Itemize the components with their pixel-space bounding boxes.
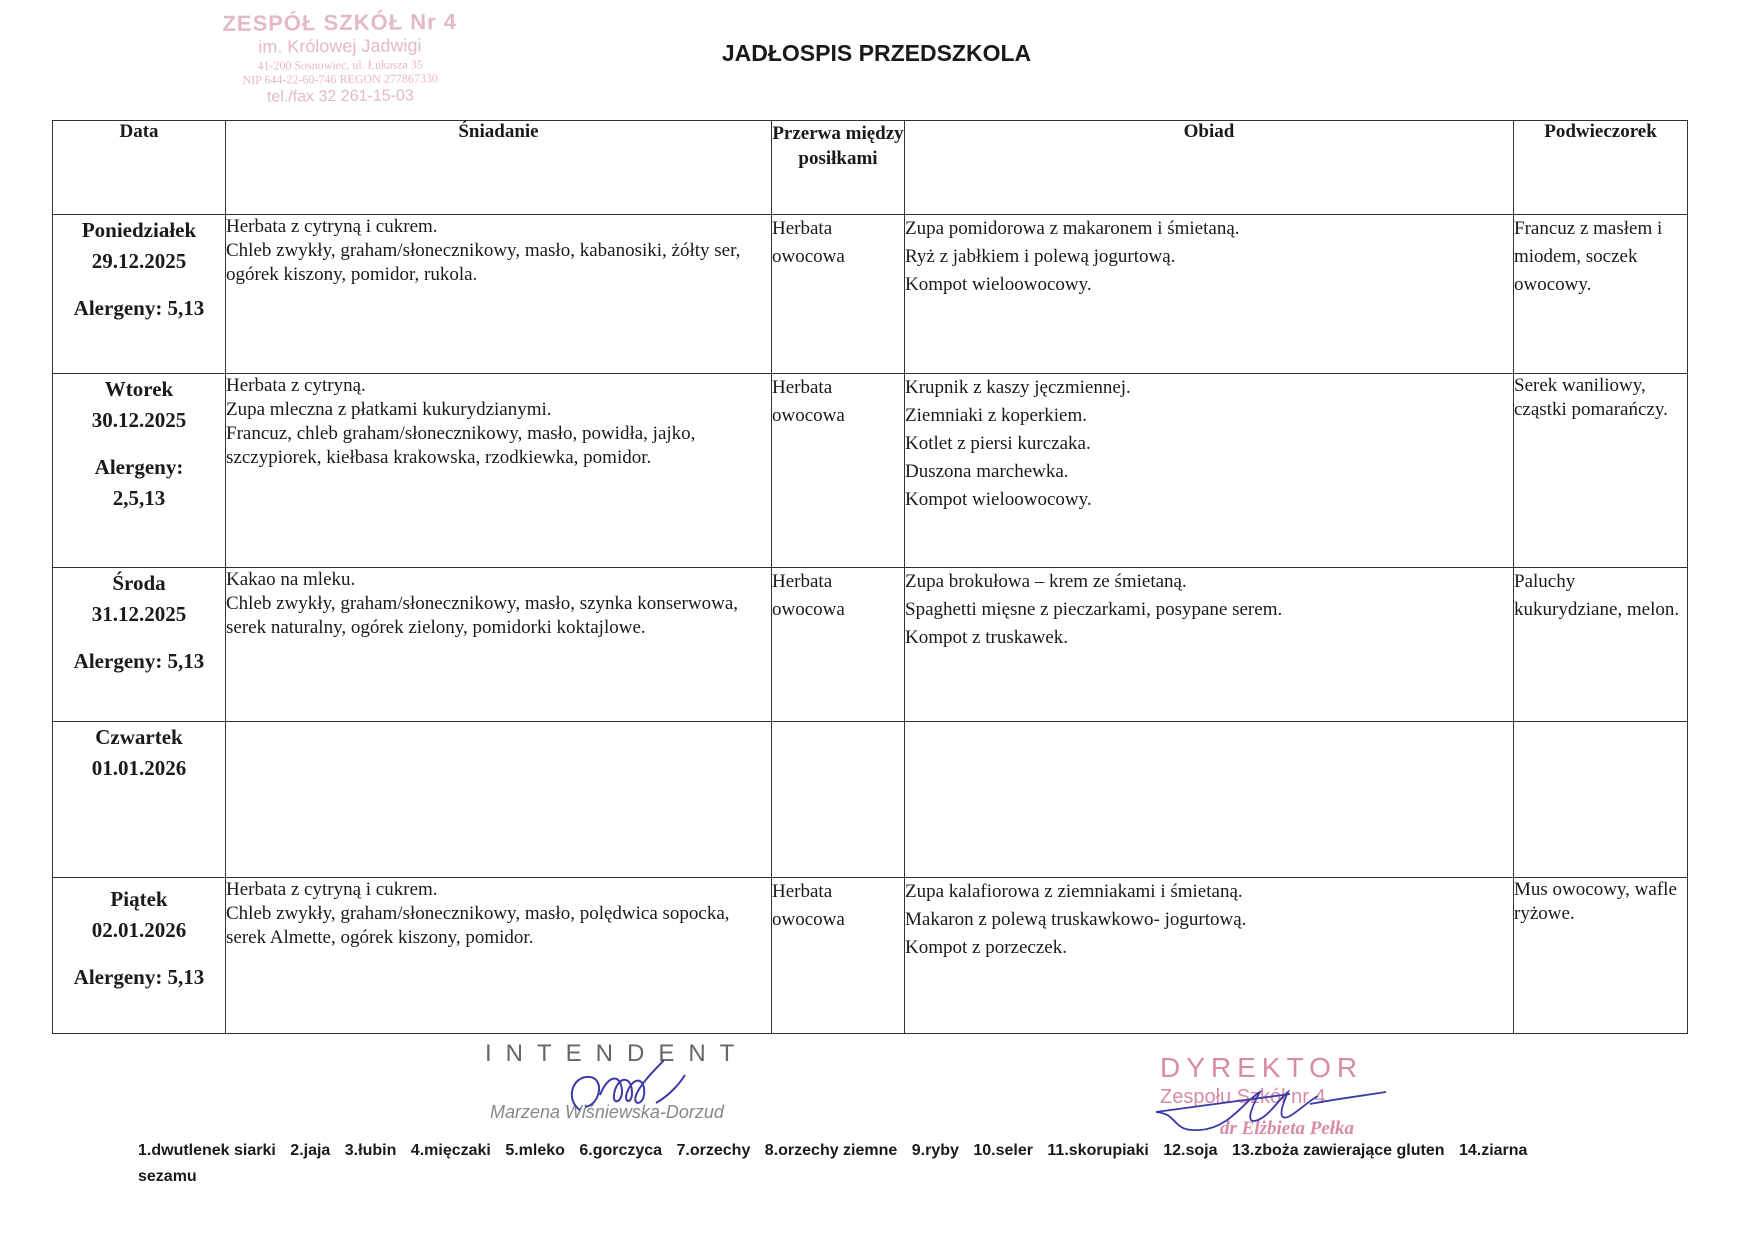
breakfast-line: Herbata z cytryną i cukrem. [226,216,438,237]
allergen-item: 3.łubin [344,1142,397,1159]
break-line: Herbata [772,218,833,239]
breakfast-cell [226,568,772,722]
director-stamp-school: Zespołu Szkół nr 4 [1160,1086,1326,1108]
snack-cell [1514,568,1688,722]
allergen-item: 7.orzechy [676,1142,751,1159]
day-date: 29.12.2025 [91,249,187,273]
day-name: Środa [112,571,166,595]
break-line: Herbata [772,571,833,592]
day-cell [53,878,226,1034]
school-stamp-line2: im. Królowej Jadwigi [258,35,422,58]
header-breakfast: Śniadanie [226,121,772,215]
allergen-item: 12.soja [1163,1142,1218,1159]
breakfast-line: Francuz, chleb graham/słonecznikowy, masło, powidła, jajko, szczypiorek, kiełbasa krakowska, rzodkiewka, pomidor. [226,423,696,468]
allergen-legend [138,1138,1578,1190]
director-stamp-title: DYREKTOR [1160,1052,1364,1083]
allergen-item: 10.seler [973,1142,1033,1159]
school-stamp-line5: tel./fax 32 261-15-03 [266,87,414,106]
breakfast-line: Chleb zwykły, graham/słonecznikowy, masło, szynka konserwowa, serek naturalny, ogórek zielony, pomidorki koktajlowe. [226,593,738,638]
school-stamp-line4: NIP 644-22-60-746 REGON 277867330 [242,71,438,88]
break-cell [772,568,905,722]
break-line: owocowa [772,246,845,267]
day-name: Czwartek [95,725,183,749]
lunch-line: Krupnik z kaszy jęczmiennej. [905,377,1131,398]
day-cell [53,568,226,722]
day-allergens: Alergeny: 5,13 [73,649,205,673]
breakfast-line: Herbata z cytryną i cukrem. [226,879,438,900]
intendent-stamp-name: Marzena Wiśniewska-Dorzud [490,1102,724,1122]
break-line: owocowa [772,909,845,930]
allergen-item: 4.mięczaki [410,1142,491,1159]
day-cell [53,215,226,374]
snack-line: Francuz z masłem i miodem, soczek owocowy. [1514,218,1663,295]
breakfast-line: Chleb zwykły, graham/słonecznikowy, masło, polędwica sopocka, serek Almette, ogórek kiszony, pomidor. [226,903,730,948]
header-lunch: Obiad [905,121,1514,215]
breakfast-line: Kakao na mleku. [226,569,356,590]
table-row [53,722,1688,878]
intendent-signature [560,1055,730,1125]
snack-cell [1514,878,1688,1034]
day-allergens: Alergeny: 2,5,13 [94,455,184,510]
day-date: 31.12.2025 [91,602,187,626]
header-snack: Podwieczorek [1514,121,1688,215]
lunch-line: Kompot z truskawek. [905,627,1069,648]
snack-line: Serek waniliowy, cząstki pomarańczy. [1514,375,1668,420]
lunch-line: Kotlet z piersi kurczaka. [905,433,1091,454]
lunch-cell [905,215,1514,374]
lunch-line: Spaghetti mięsne z pieczarkami, posypane serem. [905,599,1283,620]
day-allergens: Alergeny: 5,13 [73,965,205,989]
day-date: 30.12.2025 [91,408,187,432]
table-header-row [53,121,1688,215]
breakfast-cell [226,374,772,568]
lunch-cell [905,374,1514,568]
table-row [53,878,1688,1034]
lunch-line: Duszona marchewka. [905,461,1069,482]
school-stamp-line1: ZESPÓŁ SZKÓŁ Nr 4 [222,8,458,37]
allergen-item: 1.dwutlenek siarki [138,1142,276,1159]
lunch-cell [905,568,1514,722]
snack-line: Paluchy kukurydziane, melon. [1514,571,1680,620]
break-cell [772,722,905,878]
lunch-line: Makaron z polewą truskawkowo- jogurtową. [905,909,1247,930]
school-stamp-line3: 41-200 Sosnowiec, ul. Łukasza 35 [257,57,423,73]
allergen-item: 11.skorupiaki [1047,1142,1149,1159]
page-title: JADŁOSPIS PRZEDSZKOLA [721,40,1032,66]
allergen-item: 8.orzechy ziemne [764,1142,898,1159]
header-date: Data [53,121,226,215]
lunch-line: Kompot z porzeczek. [905,937,1067,958]
day-name: Piątek [110,887,168,911]
lunch-line: Zupa kalafiorowa z ziemniakami i śmietaną. [905,881,1243,902]
break-line: Herbata [772,377,833,398]
break-line: Herbata [772,881,833,902]
day-cell [53,374,226,568]
snack-cell [1514,215,1688,374]
menu-table [52,120,1688,1034]
snack-cell [1514,374,1688,568]
table-row [53,374,1688,568]
intendent-stamp-title: INTENDENT [485,1040,749,1067]
lunch-line: Kompot wieloowocowy. [905,274,1092,295]
break-line: owocowa [772,599,845,620]
break-cell [772,878,905,1034]
table-row [53,568,1688,722]
snack-cell [1514,722,1688,878]
allergen-item: 5.mleko [505,1142,565,1159]
day-allergens: Alergeny: 5,13 [73,296,205,320]
break-cell [772,374,905,568]
table-row [53,215,1688,374]
allergen-item: 9.ryby [911,1142,959,1159]
header-break: Przerwa między posiłkami [772,121,905,215]
lunch-line: Ryż z jabłkiem i polewą jogurtową. [905,246,1176,267]
breakfast-line: Chleb zwykły, graham/słonecznikowy, masło, kabanosiki, żółty ser, ogórek kiszony, pomidor, rukola. [226,240,741,285]
allergen-item: 13.zboża zawierające gluten [1231,1142,1445,1159]
snack-line: Mus owocowy, wafle ryżowe. [1514,879,1677,924]
lunch-line: Zupa brokułowa – krem ze śmietaną. [905,571,1187,592]
day-name: Poniedziałek [81,218,197,242]
break-line: owocowa [772,405,845,426]
breakfast-cell [226,878,772,1034]
day-date: 01.01.2026 [91,756,187,780]
break-cell [772,215,905,374]
day-date: 02.01.2026 [91,918,187,942]
allergen-item: 2.jaja [290,1142,331,1159]
breakfast-cell [226,215,772,374]
lunch-cell [905,722,1514,878]
breakfast-line: Zupa mleczna z płatkami kukurydzianymi. [226,399,552,420]
day-cell [53,722,226,878]
day-name: Wtorek [104,377,174,401]
breakfast-cell [226,722,772,878]
allergen-item: 14.ziarna sezamu [138,1142,1528,1185]
lunch-line: Kompot wieloowocowy. [905,489,1092,510]
lunch-line: Zupa pomidorowa z makaronem i śmietaną. [905,218,1240,239]
lunch-line: Ziemniaki z koperkiem. [905,405,1088,426]
breakfast-line: Herbata z cytryną. [226,375,366,396]
allergen-item: 6.gorczyca [579,1142,663,1159]
lunch-cell [905,878,1514,1034]
director-stamp-name: dr Elżbieta Pełka [1220,1118,1355,1139]
